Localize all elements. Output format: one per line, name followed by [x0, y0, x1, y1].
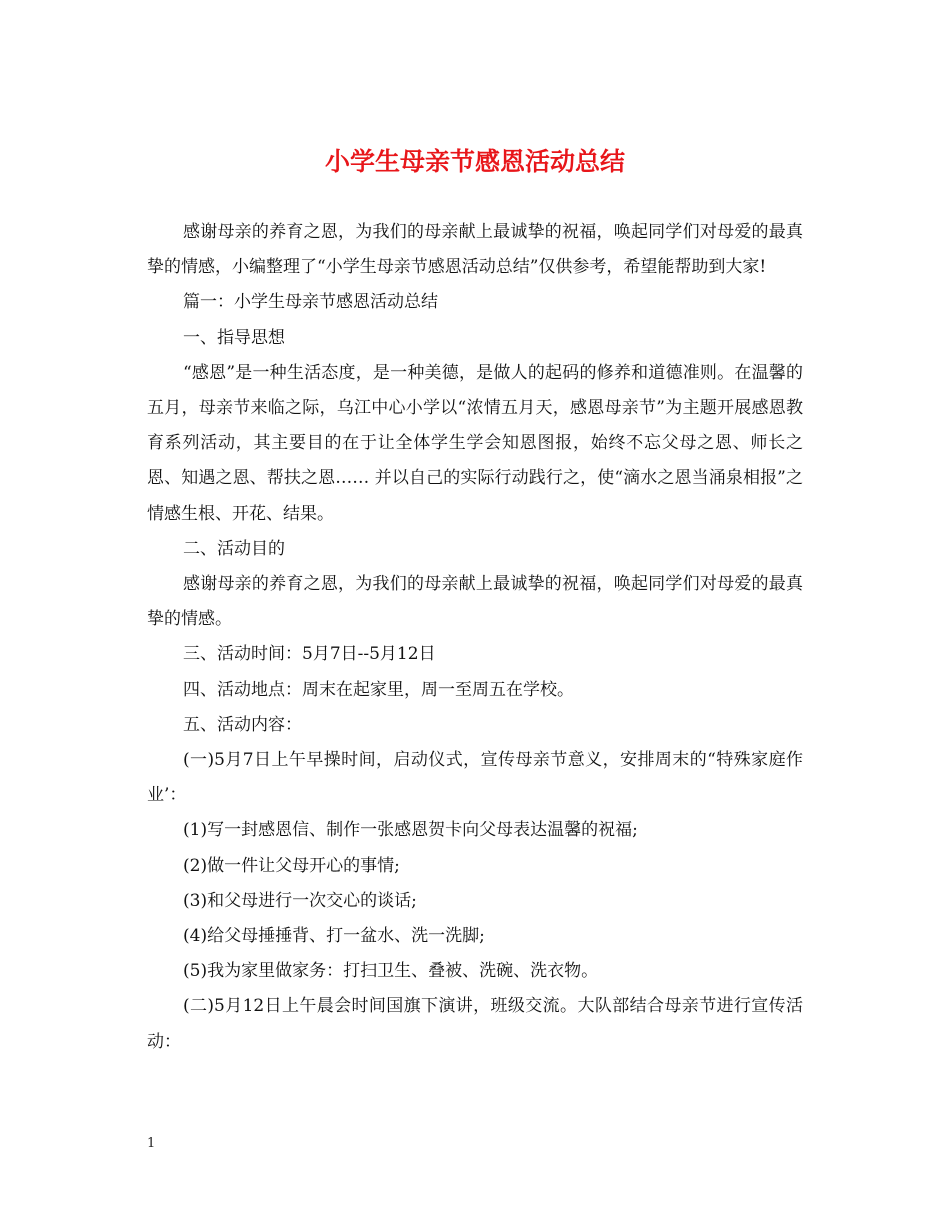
content-item-two: (二)5月12日上午晨会时间国旗下演讲，班级交流。大队部结合母亲节进行宣传活动： — [147, 996, 803, 1052]
activity-time-line: 三、活动时间：5月7日--5月12日 — [183, 644, 436, 665]
homework-item-5: (5)我为家里做家务：打扫卫生、叠被、洗碗、洗衣物。 — [183, 961, 599, 982]
guiding-idea-paragraph: “感恩”是一种生活态度，是一种美德，是做人的起码的修养和道德准则。在温馨的五月，母亲节来临之际，乌江中心小学以“浓情五月天，感恩母亲节”为主题开展感恩教育系列活动，其主要目的在于让全体学生学会知恩图报，始终不忘父母之恩、师长之恩、知遇之恩、帮扶之恩…… 并以自己的实际行动践行之，使“滴水之恩当涌泉相报”之情感生根、开花、结果。 — [147, 362, 803, 524]
document-title: 小学生母亲节感恩活动总结 — [324, 147, 625, 176]
homework-item-2: (2)做一件让父母开心的事情; — [183, 855, 400, 876]
page-number: 1 — [147, 1136, 156, 1151]
intro-paragraph: 感谢母亲的养育之恩，为我们的母亲献上最诚挚的祝福，唤起同学们对母爱的最真挚的情感，小编整理了“小学生母亲节感恩活动总结”仅供参考，希望能帮助到大家! — [147, 222, 803, 278]
homework-item-4: (4)给父母捶捶背、打一盆水、洗一洗脚; — [183, 926, 485, 947]
activity-location-line: 四、活动地点：周末在起家里，周一至周五在学校。 — [183, 679, 574, 700]
homework-item-3: (3)和父母进行一次交心的谈话; — [183, 890, 417, 911]
section-heading-purpose: 二、活动目的 — [183, 538, 285, 559]
document-body — [147, 215, 803, 1060]
homework-item-1: (1)写一封感恩信、制作一张感恩贺卡向父母表达温馨的祝福; — [183, 820, 638, 841]
section-heading-part-one: 篇一：小学生母亲节感恩活动总结 — [183, 292, 438, 313]
content-item-one: (一)5月7日上午早操时间，启动仪式，宣传母亲节意义，安排周末的“特殊家庭作业’： — [147, 750, 803, 806]
section-heading-content: 五、活动内容： — [183, 714, 302, 735]
purpose-paragraph: 感谢母亲的养育之恩，为我们的母亲献上最诚挚的祝福，唤起同学们对母爱的最真挚的情感。 — [147, 574, 803, 630]
section-heading-guiding-idea: 一、指导思想 — [183, 327, 285, 348]
